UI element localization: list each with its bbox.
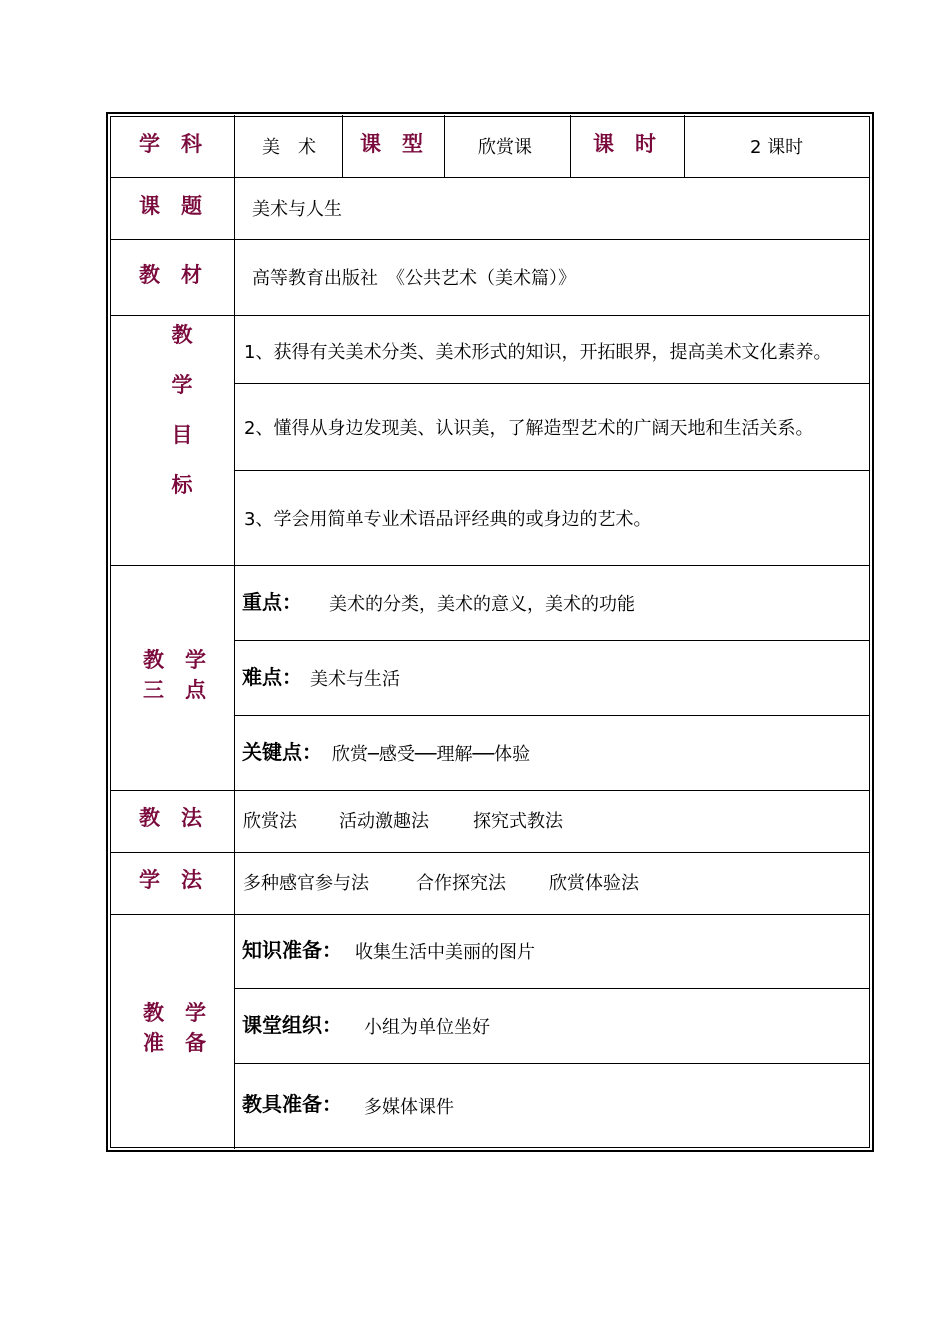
hours-value: 2 课时 <box>750 137 804 158</box>
key-point-label: 重点： <box>242 590 302 614</box>
subject-label: 学 科 <box>139 132 202 156</box>
crucial-point-value: 欣赏─感受──理解──体验 <box>332 744 531 765</box>
objective-item: 3、学会用简单专业术语品评经典的或身边的艺术。 <box>244 509 652 530</box>
column-divider <box>444 115 445 177</box>
crucial-point-label: 关键点： <box>242 740 322 764</box>
sub-row-divider <box>234 470 870 471</box>
sub-row-divider <box>234 1063 870 1064</box>
sub-row-divider <box>234 715 870 716</box>
key-point-value: 美术的分类，美术的意义，美术的功能 <box>329 594 635 615</box>
preparation-label-line1: 教 学 <box>143 1001 206 1025</box>
row-divider <box>110 177 870 178</box>
row-divider <box>110 315 870 316</box>
teaching-method-label: 教 法 <box>139 806 202 830</box>
objective-item: 1、获得有关美术分类、美术形式的知识，开拓眼界，提高美术文化素养。 <box>244 342 832 363</box>
sub-row-divider <box>234 988 870 989</box>
sub-row-divider <box>234 383 870 384</box>
column-divider <box>342 115 343 177</box>
row-divider <box>110 565 870 566</box>
column-divider <box>234 115 235 1149</box>
difficult-point-value: 美术与生活 <box>310 669 400 690</box>
preparation-label-line2: 准 备 <box>143 1031 206 1055</box>
textbook-value: 高等教育出版社 《公共艺术（美术篇）》 <box>252 268 576 289</box>
row-divider <box>110 852 870 853</box>
teaching-method-item: 欣赏法 <box>243 811 297 832</box>
objective-item: 2、懂得从身边发现美、认识美，了解造型艺术的广阔天地和生活关系。 <box>244 418 814 439</box>
row-divider <box>110 790 870 791</box>
class-organization-label: 课堂组织： <box>242 1013 342 1037</box>
tools-prep-label: 教具准备： <box>242 1092 342 1116</box>
type-label: 课 型 <box>360 132 423 156</box>
topic-label: 课 题 <box>139 194 202 218</box>
column-divider <box>570 115 571 177</box>
row-divider <box>110 239 870 240</box>
learning-method-item: 欣赏体验法 <box>549 873 639 894</box>
row-divider <box>110 914 870 915</box>
knowledge-prep-value: 收集生活中美丽的图片 <box>355 942 535 963</box>
hours-label: 课 时 <box>593 132 656 156</box>
objectives-label-char: 目 <box>171 423 193 447</box>
learning-method-item: 合作探究法 <box>416 873 506 894</box>
topic-value: 美术与人生 <box>252 199 342 220</box>
knowledge-prep-label: 知识准备： <box>242 938 342 962</box>
teaching-method-item: 活动激趣法 <box>339 811 429 832</box>
objectives-label <box>162 310 202 510</box>
three-points-label-line2: 三 点 <box>143 678 206 702</box>
textbook-label: 教 材 <box>139 263 202 287</box>
teaching-method-item: 探究式教法 <box>473 811 563 832</box>
three-points-label-line1: 教 学 <box>143 648 206 672</box>
learning-method-label: 学 法 <box>139 868 202 892</box>
objectives-label-char: 学 <box>171 373 193 397</box>
column-divider <box>684 115 685 177</box>
learning-method-item: 多种感官参与法 <box>243 873 369 894</box>
class-organization-value: 小组为单位坐好 <box>364 1017 490 1038</box>
tools-prep-value: 多媒体课件 <box>364 1097 454 1118</box>
subject-value: 美 术 <box>262 137 316 158</box>
sub-row-divider <box>234 640 870 641</box>
type-value: 欣赏课 <box>478 137 532 158</box>
objectives-label-char: 标 <box>171 473 193 497</box>
difficult-point-label: 难点： <box>242 665 302 689</box>
objectives-label-char: 教 <box>171 323 193 347</box>
